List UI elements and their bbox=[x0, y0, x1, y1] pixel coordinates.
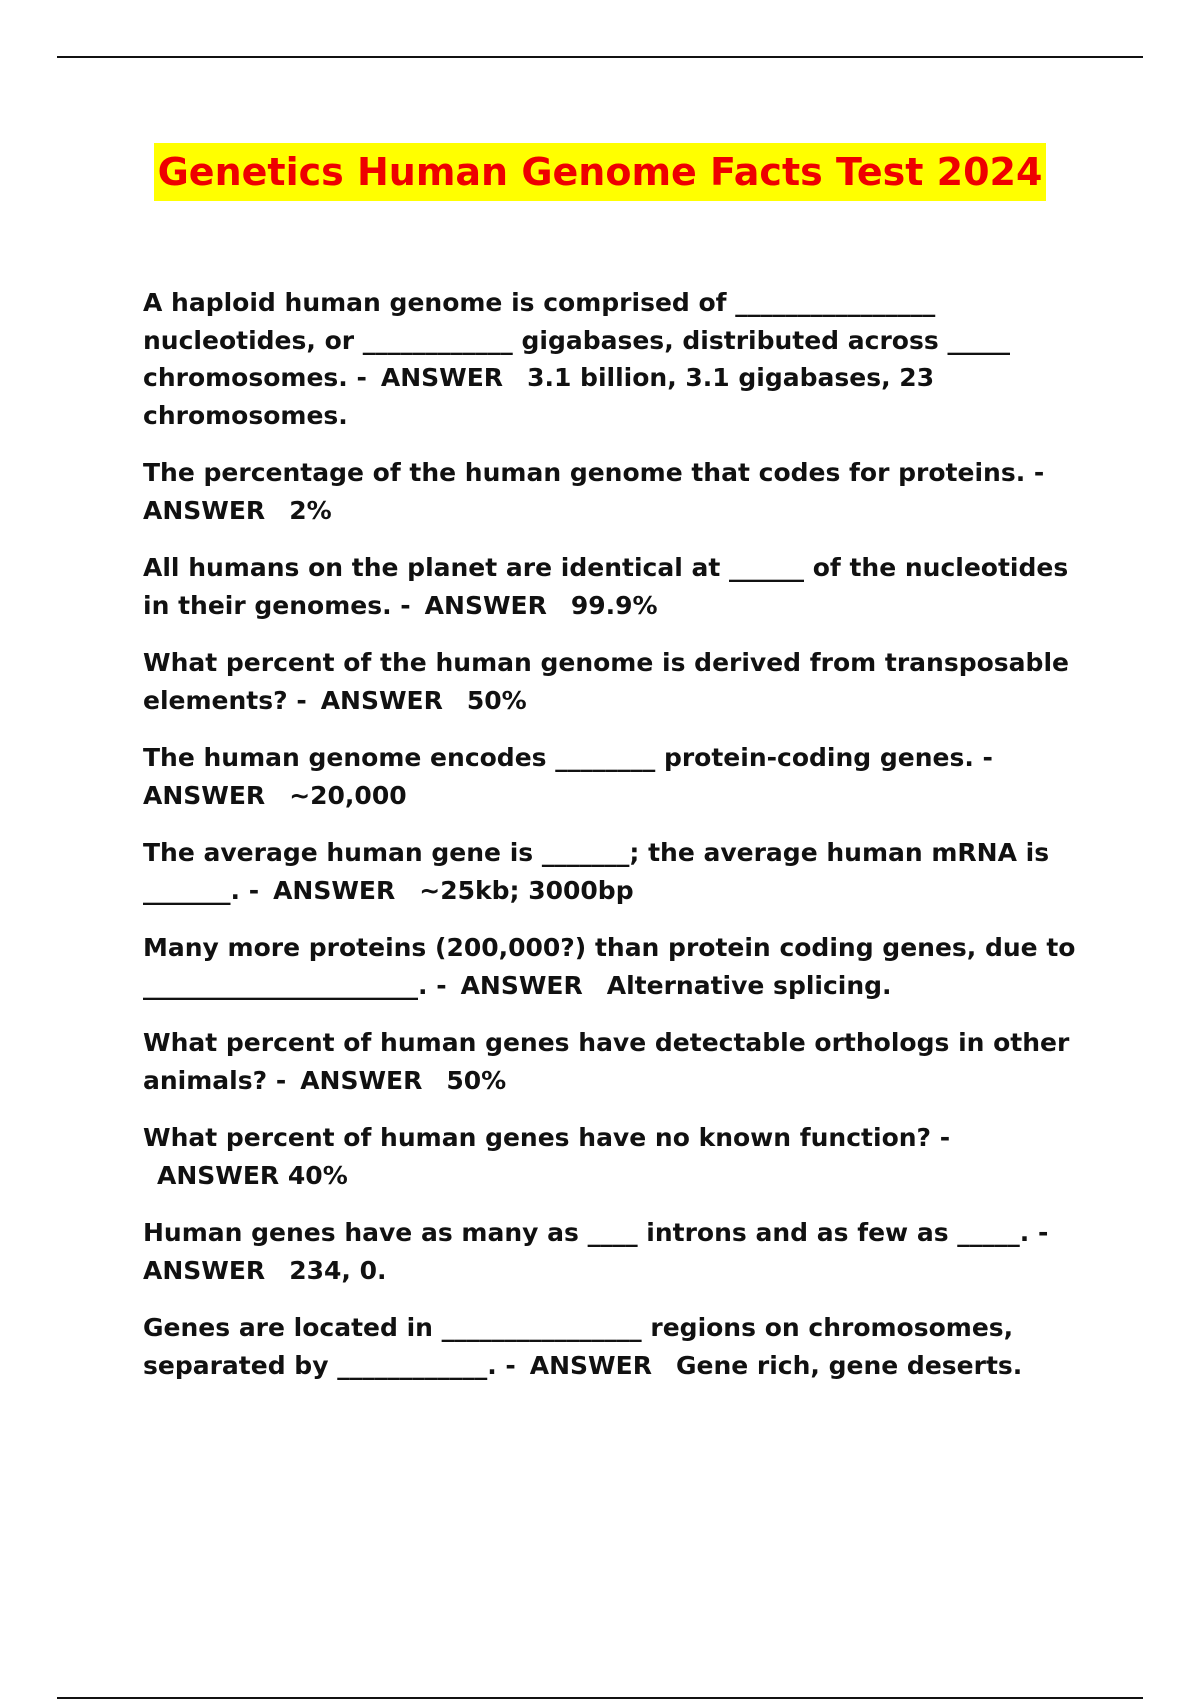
bottom-rule bbox=[57, 1697, 1143, 1699]
question-text: All humans on the planet are identical at ______ of the nucleotides in their genomes. - bbox=[143, 553, 1069, 620]
answer-text: 3.1 billion, 3.1 gigabases, 23 chromosomes. bbox=[143, 363, 935, 430]
question-list bbox=[143, 284, 1083, 1404]
answer-text: 2% bbox=[289, 495, 332, 525]
question-item bbox=[143, 1214, 1083, 1289]
answer-label: ANSWER bbox=[143, 1255, 266, 1285]
question-text: Many more proteins (200,000?) than protein coding genes, due to ______________________. - bbox=[143, 933, 1076, 1000]
answer-label: ANSWER bbox=[424, 590, 547, 620]
question-item bbox=[143, 549, 1083, 624]
question-item bbox=[143, 834, 1083, 909]
question-item bbox=[143, 454, 1083, 529]
question-item bbox=[143, 1119, 1083, 1194]
question-item bbox=[143, 739, 1083, 814]
answer-label: ANSWER bbox=[157, 1160, 280, 1190]
question-item bbox=[143, 1024, 1083, 1099]
answer-label: ANSWER bbox=[380, 363, 504, 392]
answer-text: 234, 0. bbox=[289, 1255, 387, 1285]
answer-text: ~25kb; 3000bp bbox=[419, 875, 634, 905]
question-text: Human genes have as many as ____ introns and as few as _____. - bbox=[143, 1218, 1049, 1247]
answer-text: 50% bbox=[466, 685, 527, 715]
question-text: The human genome encodes ________ protein-coding genes. - bbox=[143, 743, 993, 772]
answer-text: 99.9% bbox=[570, 590, 658, 620]
question-item bbox=[143, 1309, 1083, 1384]
answer-text: Gene rich, gene deserts. bbox=[675, 1350, 1023, 1380]
question-text: What percent of human genes have no known function? - bbox=[143, 1123, 951, 1152]
answer-label: ANSWER bbox=[460, 970, 583, 1000]
question-text: A haploid human genome is comprised of ________________ nucleotides, or ____________ gigabases, distributed across _____ chromosomes. - bbox=[143, 288, 1010, 392]
answer-text: Alternative splicing. bbox=[606, 970, 892, 1000]
question-text: The average human gene is _______; the average human mRNA is _______. - bbox=[143, 838, 1050, 905]
question-text: Genes are located in ________________ regions on chromosomes, separated by ____________. - bbox=[143, 1313, 1014, 1380]
answer-text: 40% bbox=[287, 1160, 348, 1190]
top-rule bbox=[57, 56, 1143, 58]
question-text: The percentage of the human genome that codes for proteins. - bbox=[143, 458, 1045, 487]
question-item bbox=[143, 929, 1083, 1004]
document-title: Genetics Human Genome Facts Test 2024 bbox=[154, 143, 1047, 201]
answer-label: ANSWER bbox=[273, 875, 396, 905]
title-container bbox=[0, 143, 1200, 201]
answer-label: ANSWER bbox=[143, 495, 266, 525]
answer-label: ANSWER bbox=[300, 1065, 423, 1095]
answer-text: 50% bbox=[446, 1065, 507, 1095]
question-item bbox=[143, 644, 1083, 719]
answer-label: ANSWER bbox=[529, 1350, 652, 1380]
question-item bbox=[143, 284, 1083, 434]
question-text: What percent of the human genome is derived from transposable elements? - bbox=[143, 648, 1069, 715]
answer-label: ANSWER bbox=[143, 780, 266, 810]
question-text: What percent of human genes have detectable orthologs in other animals? - bbox=[143, 1028, 1070, 1095]
answer-label: ANSWER bbox=[320, 685, 443, 715]
answer-text: ~20,000 bbox=[289, 780, 407, 810]
